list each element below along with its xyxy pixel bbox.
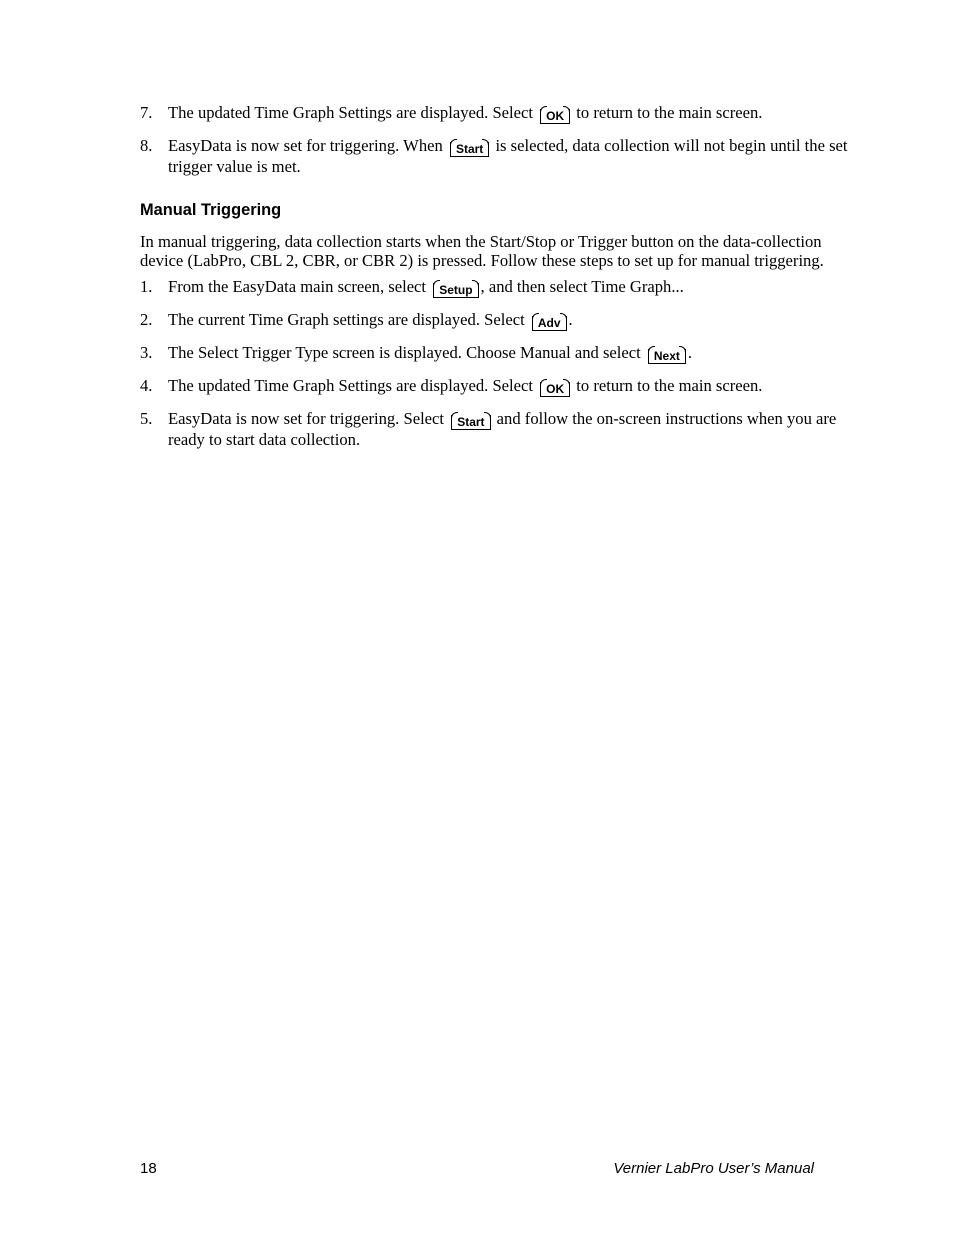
list-item	[140, 376, 860, 397]
list-item	[140, 409, 860, 449]
step-text: EasyData is now set for triggering. When	[168, 136, 447, 155]
step-number: 4.	[140, 376, 153, 395]
step-number: 3.	[140, 343, 153, 362]
step-text: to return to the main screen.	[572, 376, 763, 395]
manual-step-list	[140, 277, 860, 461]
step-text: The updated Time Graph Settings are displayed. Select	[168, 376, 538, 395]
ok-key-icon: OK	[540, 382, 570, 397]
step-text: The updated Time Graph Settings are displayed. Select	[168, 103, 538, 122]
step-text: From the EasyData main screen, select	[168, 277, 431, 296]
step-text: and follow the on-screen instructions when you are ready to start data collection.	[168, 409, 837, 449]
step-number: 2.	[140, 310, 153, 329]
step-text: .	[687, 343, 693, 362]
step-text: is selected, data collection will not begin until the set trigger value is met.	[168, 136, 848, 176]
step-number: 8.	[140, 136, 153, 155]
start-key-icon: Start	[450, 142, 489, 157]
list-item	[140, 277, 860, 298]
step-text: The Select Trigger Type screen is displayed. Choose Manual and select	[168, 343, 645, 362]
list-item	[140, 136, 860, 176]
step-number: 7.	[140, 103, 153, 122]
list-item	[140, 310, 860, 331]
next-key-icon: Next	[648, 349, 686, 364]
step-text: to return to the main screen.	[572, 103, 763, 122]
manual-title: Vernier LabPro User’s Manual	[613, 1160, 814, 1177]
ok-key-icon: OK	[540, 109, 570, 124]
section-intro: In manual triggering, data collection starts when the Start/Stop or Trigger button on the data-collection device (LabPro, CBL 2, CBR, or CBR 2) is pressed. Follow these steps to set up for manual triggering.	[140, 232, 824, 270]
setup-key-icon: Setup	[433, 283, 478, 298]
page-number: 18	[140, 1160, 157, 1177]
step-number: 5.	[140, 409, 153, 428]
step-text: The current Time Graph settings are displayed. Select	[168, 310, 529, 329]
section-heading: Manual Triggering	[140, 201, 282, 219]
adv-key-icon: Adv	[532, 316, 567, 331]
step-text: , and then select Time Graph...	[480, 277, 684, 296]
step-text: EasyData is now set for triggering. Select	[168, 409, 449, 428]
top-step-list	[140, 103, 860, 188]
list-item	[140, 343, 860, 364]
list-item	[140, 103, 860, 124]
start-key-icon: Start	[451, 415, 490, 430]
step-text: .	[568, 310, 573, 329]
step-number: 1.	[140, 277, 153, 296]
